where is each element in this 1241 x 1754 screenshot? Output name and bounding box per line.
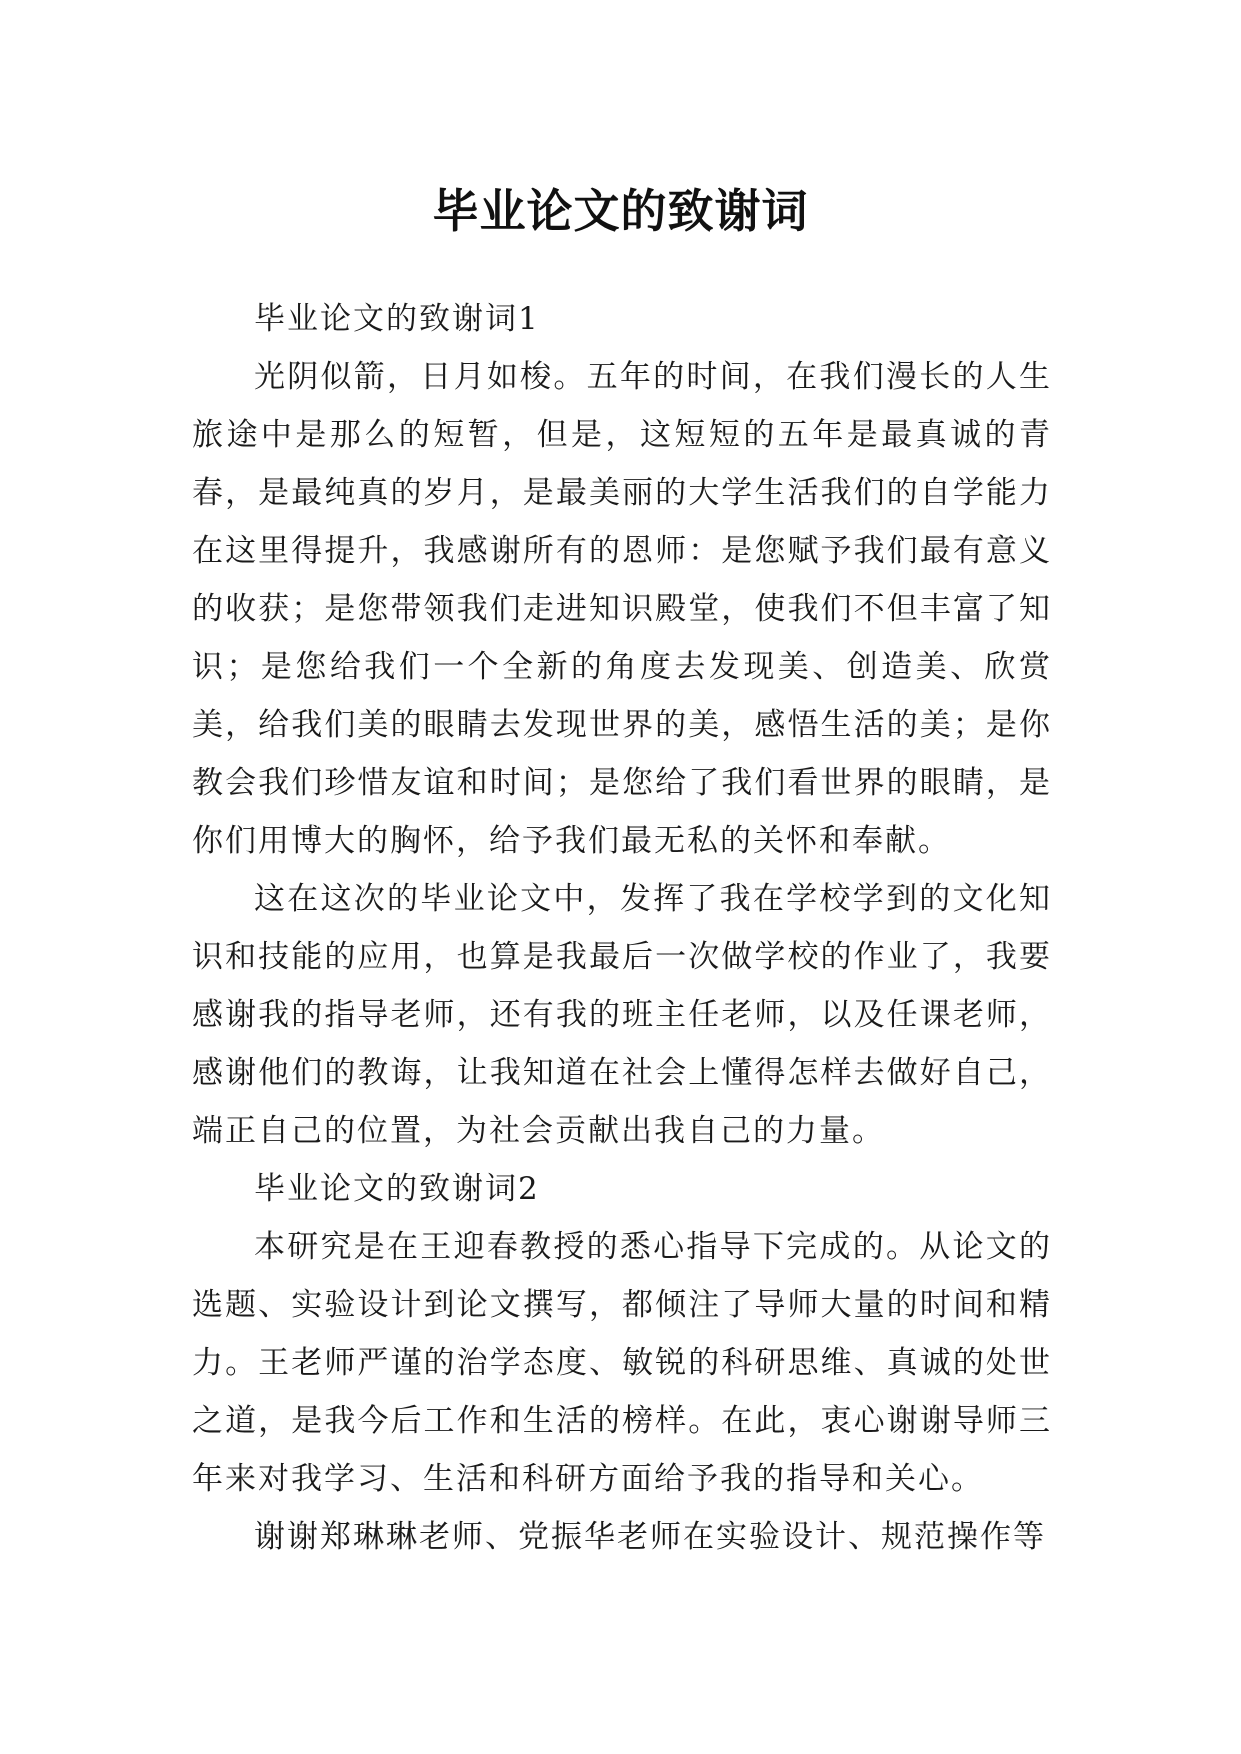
section-heading-1: 毕业论文的致谢词1 xyxy=(254,301,540,337)
body-paragraph: 这在这次的毕业论文中，发挥了我在学校学到的文化知识和技能的应用，也算是我最后一次做学校的作业了，我要感谢我的指导老师，还有我的班主任老师，以及任课老师，感谢他们的教诲，让我知道在社会上懂得怎样去做好自己，端正自己的位置，为社会贡献出我自己的力量。 xyxy=(192,881,1052,1149)
body-paragraph: 本研究是在王迎春教授的悉心指导下完成的。从论文的选题、实验设计到论文撰写，都倾注了导师大量的时间和精力。王老师严谨的治学态度、敏锐的科研思维、真诚的处世之道，是我今后工作和生活的榜样。在此，衷心谢谢导师三年来对我学习、生活和科研方面给予我的指导和关心。 xyxy=(192,1229,1052,1497)
document-title: 毕业论文的致谢词 xyxy=(432,183,809,238)
body-paragraph: 谢谢郑琳琳老师、党振华老师在实验设计、规范操作等 xyxy=(254,1519,1046,1555)
document-body xyxy=(192,290,1052,1566)
section-heading-2: 毕业论文的致谢词2 xyxy=(254,1171,540,1207)
body-paragraph: 光阴似箭，日月如梭。五年的时间，在我们漫长的人生旅途中是那么的短暂，但是，这短短的五年是最真诚的青春，是最纯真的岁月，是最美丽的大学生活我们的自学能力在这里得提升，我感谢所有的恩师：是您赋予我们最有意义的收获；是您带领我们走进知识殿堂，使我们不但丰富了知识；是您给我们一个全新的角度去发现美、创造美、欣赏美，给我们美的眼睛去发现世界的美，感悟生活的美；是你教会我们珍惜友谊和时间；是您给了我们看世界的眼睛，是你们用博大的胸怀，给予我们最无私的关怀和奉献。 xyxy=(192,359,1052,859)
